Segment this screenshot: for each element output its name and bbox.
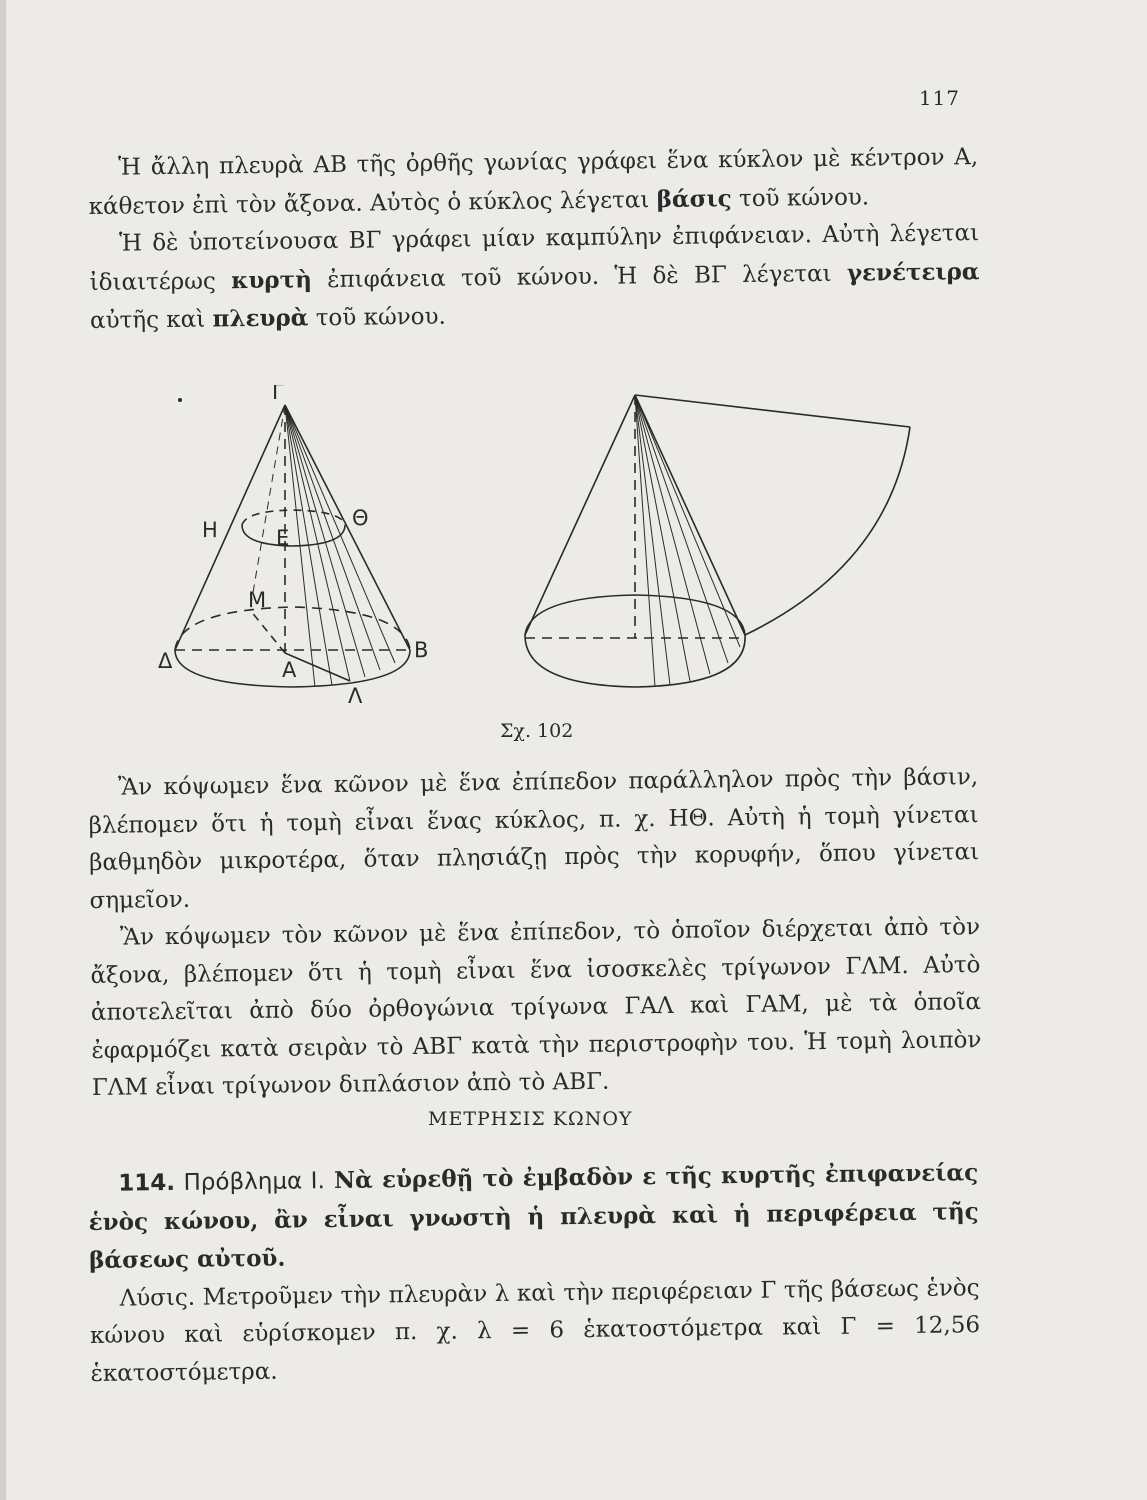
section-heading: ΜΕΤΡΗΣΙΣ ΚΩΝΟΥ [428,1108,633,1130]
left-cone-generatrix-7 [250,405,285,610]
right-cone-generatrix-4 [635,395,728,663]
figure-caption: Σχ. 102 [500,720,574,742]
paragraph-surface-definition: Ἡ δὲ ὑποτείνουσα ΒΓ γράφει μίαν καμπύλην ἐπιφάνειαν. Αὐτὴ λέγεται ἰδιαιτέρως κυρτὴ ἐπιφάνεια τοῦ κώνου. Ἡ δὲ ΒΓ λέγεται γενέτειρα αὐτῆς καὶ πλευρὰ τοῦ κώνου. [89,220,980,334]
right-cone-generatrix-5 [635,395,740,647]
left-cone-base-back [175,607,410,650]
term-basis: βάσις [656,184,732,213]
label-delta: Δ [158,649,173,673]
cone-diagram [150,385,970,715]
label-lambda: Λ [348,684,363,708]
right-cone-base-front [525,635,745,687]
apex-point [178,398,182,402]
left-cone-generatrix-4 [285,405,395,663]
term-side: πλευρὰ [212,304,309,333]
problem-statement [88,1154,979,1280]
label-e: Ε [276,526,290,550]
left-cone-generatrix-2 [285,405,365,677]
paragraph-base-definition: Ἡ ἄλλη πλευρὰ ΑΒ τῆς ὀρθῆς γωνίας γράφει ἕνα κύκλον μὲ κέντρον Α, κάθετον ἐπὶ τὸν ἄξονα. Αὐτὸς ὁ κύκλος λέγεται βάσις τοῦ κώνου. [88,144,979,220]
text-block-sections [88,759,982,1107]
solution-text: Λύσις. Μετροῦμεν τὴν πλευρὰν λ καὶ τὴν περιφέρειαν Γ τῆς βάσεως ἑνὸς κώνου καὶ εὑρίσκομεν π. χ. λ = 6 ἑκατοστόμετρα καὶ Γ = 12,56 ἑκατοστόμετρα. [89,1274,981,1387]
term-convex: κυρτὴ [230,265,312,294]
left-cone-side-right [285,405,410,650]
label-apex: Γ [272,385,284,404]
page-number: 117 [918,86,960,110]
text-block-problem [88,1154,981,1393]
right-cone-generatrix-1 [635,395,670,685]
left-cone-radius-m [250,610,285,653]
paragraph-axial-section: Ἂν κόψωμεν τὸν κῶνον μὲ ἕνα ἐπίπεδον, τὸ ὁποῖον διέρχεται ἀπὸ τὸν ἄξονα, βλέπομεν ὅτι ἡ τομὴ εἶναι ἕνα ἰσοσκελὲς τρίγωνον ΓΛΜ. Αὐτὸ ἀποτελεῖται ἀπὸ δύο ὀρθογώνια τρίγωνα ΓΑΛ καὶ ΓΑΜ, μὲ τὰ ὁποῖα ἐφαρμόζει κατὰ σειρὰν τὸ ΑΒΓ κατὰ τὴν περιστροφὴν του. Ἡ τομὴ λοιπὸν ΓΛΜ εἶναι τρίγωνον διπλάσιον ἀπὸ τὸ ΑΒΓ. [90,914,982,1101]
label-a: Α [282,658,297,682]
left-cone-generatrix-1 [285,405,350,681]
label-h: Η [202,518,218,542]
term-generatrix: γενέτειρα [846,257,980,287]
cone-figure [150,385,970,715]
problem-text: Νὰ εὑρεθῇ τὸ ἐμβαδὸν ε τῆς κυρτῆς ἐπιφανείας ἑνὸς κώνου, ἂν εἶναι γνωστὴ ἡ πλευρὰ καὶ ἡ περιφέρεια τῆς βάσεως αὐτοῦ. [88,1159,979,1274]
unrolled-surface-top-edge [635,395,910,427]
text-block-intro [88,139,980,340]
label-m: Μ [248,588,267,612]
paragraph-parallel-section: Ἂν κόψωμεν ἕνα κῶνον μὲ ἕνα ἐπίπεδον παράλληλον πρὸς τὴν βάσιν, βλέπομεν ὅτι ἡ τομὴ εἶναι ἕνας κύκλος, π. χ. ΗΘ. Αὐτὴ ἡ τομὴ γίνεται βαθμηδὸν μικροτέρα, ὅταν πλησιάζῃ πρὸς τὴν κορυφήν, ὅπου γίνεται σημεῖον. [88,764,980,914]
label-theta: Θ [352,506,369,530]
unrolled-surface-arc [745,427,910,635]
right-cone-generatrix-6 [635,395,655,687]
label-b: Β [414,638,429,662]
left-cone-generatrix-5 [285,405,332,685]
problem-number: 114. [118,1169,176,1197]
problem-label: Πρόβλημα Ι. [183,1168,325,1196]
left-cone-section-back [242,510,345,525]
